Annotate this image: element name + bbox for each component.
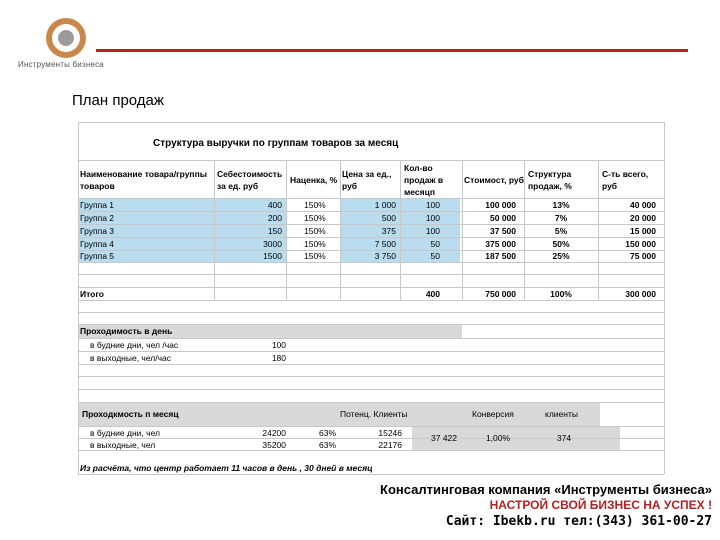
- monthly-weekend-value: 35200: [262, 440, 286, 450]
- row-price: 7 500: [374, 239, 396, 249]
- monthly-weekday-pct: 63%: [318, 428, 336, 438]
- row-share: 50%: [552, 239, 570, 249]
- row-qty: 50: [430, 239, 440, 249]
- total-qty: 400: [425, 289, 440, 299]
- total-value: 750 000: [485, 289, 516, 299]
- logo-text: Инструменты бизнеса: [18, 60, 104, 69]
- row-cost: 200: [267, 213, 282, 223]
- daily-weekend-label: в выходные, чел/час: [90, 353, 172, 363]
- row-cogs: 150 000: [625, 239, 656, 249]
- footer-contacts: Сайт: Ibekb.ru тел:(343) 361-00-27: [445, 514, 712, 529]
- header-name-2: товаров: [80, 181, 115, 191]
- row-cost: 1500: [263, 251, 282, 261]
- row-share: 25%: [552, 251, 570, 261]
- header-qty-3: месяцп: [404, 187, 435, 197]
- row-share: 7%: [554, 213, 568, 223]
- monthly-clients: 374: [556, 433, 572, 443]
- row-qty: 50: [430, 251, 440, 261]
- monthly-weekend-label: в выходные, чел: [90, 440, 156, 450]
- row-markup: 150%: [304, 239, 326, 249]
- footer-slogan: НАСТРОЙ СВОЙ БИЗНЕС НА УСПЕХ !: [489, 498, 712, 512]
- row-share: 13%: [552, 200, 570, 210]
- row-value: 50 000: [490, 213, 516, 223]
- header-value: Стоимост, руб: [464, 175, 524, 185]
- header-name-1: Наименование товара/группы: [80, 169, 207, 179]
- row-price: 1 000: [374, 200, 396, 210]
- row-name: Группа 2: [80, 213, 115, 223]
- monthly-header: Проходкмость п месяц: [82, 409, 179, 419]
- header-markup: Наценка, %: [290, 175, 338, 185]
- row-cost: 400: [267, 200, 282, 210]
- header-price-1: Цена за ед.,: [342, 169, 392, 179]
- monthly-potential-total: 37 422: [431, 433, 457, 443]
- row-cost: 3000: [263, 239, 282, 249]
- row-markup: 150%: [304, 251, 326, 261]
- row-markup: 150%: [304, 200, 326, 210]
- row-cogs: 75 000: [630, 251, 656, 261]
- row-cogs: 40 000: [630, 200, 656, 210]
- sheet-title: Структура выручки по группам товаров за месяц: [153, 138, 399, 149]
- monthly-weekday-potential: 15246: [378, 428, 402, 438]
- header-cogs-1: С-ть всего,: [602, 169, 649, 179]
- company-logo-icon: [46, 18, 86, 58]
- row-name: Группа 3: [80, 226, 115, 236]
- total-label: Итого: [80, 289, 104, 299]
- monthly-weekday-value: 24200: [262, 428, 286, 438]
- row-name: Группа 1: [80, 200, 115, 210]
- row-cogs: 20 000: [630, 213, 656, 223]
- daily-weekday-label: в будние дни, чел /час: [90, 340, 179, 350]
- row-qty: 100: [425, 226, 440, 236]
- total-cogs: 300 000: [625, 289, 656, 299]
- row-value: 37 500: [490, 226, 516, 236]
- header-struct-1: Структура: [528, 169, 572, 179]
- row-qty: 100: [425, 213, 440, 223]
- row-qty: 100: [425, 200, 440, 210]
- daily-weekday-value: 100: [271, 340, 286, 350]
- daily-weekend-value: 180: [271, 353, 286, 363]
- row-value: 375 000: [485, 239, 516, 249]
- header-qty-2: продаж в: [404, 175, 444, 185]
- daily-header: Проходимость в день: [80, 326, 173, 336]
- monthly-clients-header: клиенты: [545, 409, 578, 419]
- row-name: Группа 4: [80, 239, 115, 249]
- row-value: 187 500: [485, 251, 516, 261]
- header-struct-2: продаж, %: [528, 181, 572, 191]
- monthly-conversion: 1,00%: [485, 433, 511, 443]
- header-price-2: руб: [342, 181, 358, 191]
- row-name: Группа 5: [80, 251, 115, 261]
- header-qty-1: Кол-во: [404, 163, 433, 173]
- row-price: 375: [381, 226, 396, 236]
- row-share: 5%: [554, 226, 568, 236]
- calculation-note: Из расчёта, что центр работает 11 часов в день , 30 дней в месяц: [80, 463, 373, 473]
- header-divider: [96, 49, 688, 52]
- spreadsheet: [78, 122, 664, 474]
- monthly-weekend-pct: 63%: [318, 440, 336, 450]
- page-title: План продаж: [72, 92, 164, 109]
- row-value: 100 000: [485, 200, 516, 210]
- monthly-weekday-label: в будние дни, чел: [90, 428, 160, 438]
- monthly-conversion-header: Конверсия: [472, 409, 514, 419]
- row-cogs: 15 000: [630, 226, 656, 236]
- row-price: 3 750: [374, 251, 396, 261]
- total-share: 100%: [550, 289, 572, 299]
- header-cost-2: за ед. руб: [217, 181, 259, 191]
- row-price: 500: [381, 213, 396, 223]
- monthly-potential-header: Потенц. Клиенты: [340, 409, 408, 419]
- footer-company: Консалтинговая компания «Инструменты бизнеса»: [380, 482, 712, 497]
- header-cost-1: Себестоимость: [217, 169, 283, 179]
- row-markup: 150%: [304, 213, 326, 223]
- row-cost: 150: [267, 226, 282, 236]
- monthly-weekend-potential: 22176: [378, 440, 402, 450]
- header-cogs-2: руб: [602, 181, 618, 191]
- row-markup: 150%: [304, 226, 326, 236]
